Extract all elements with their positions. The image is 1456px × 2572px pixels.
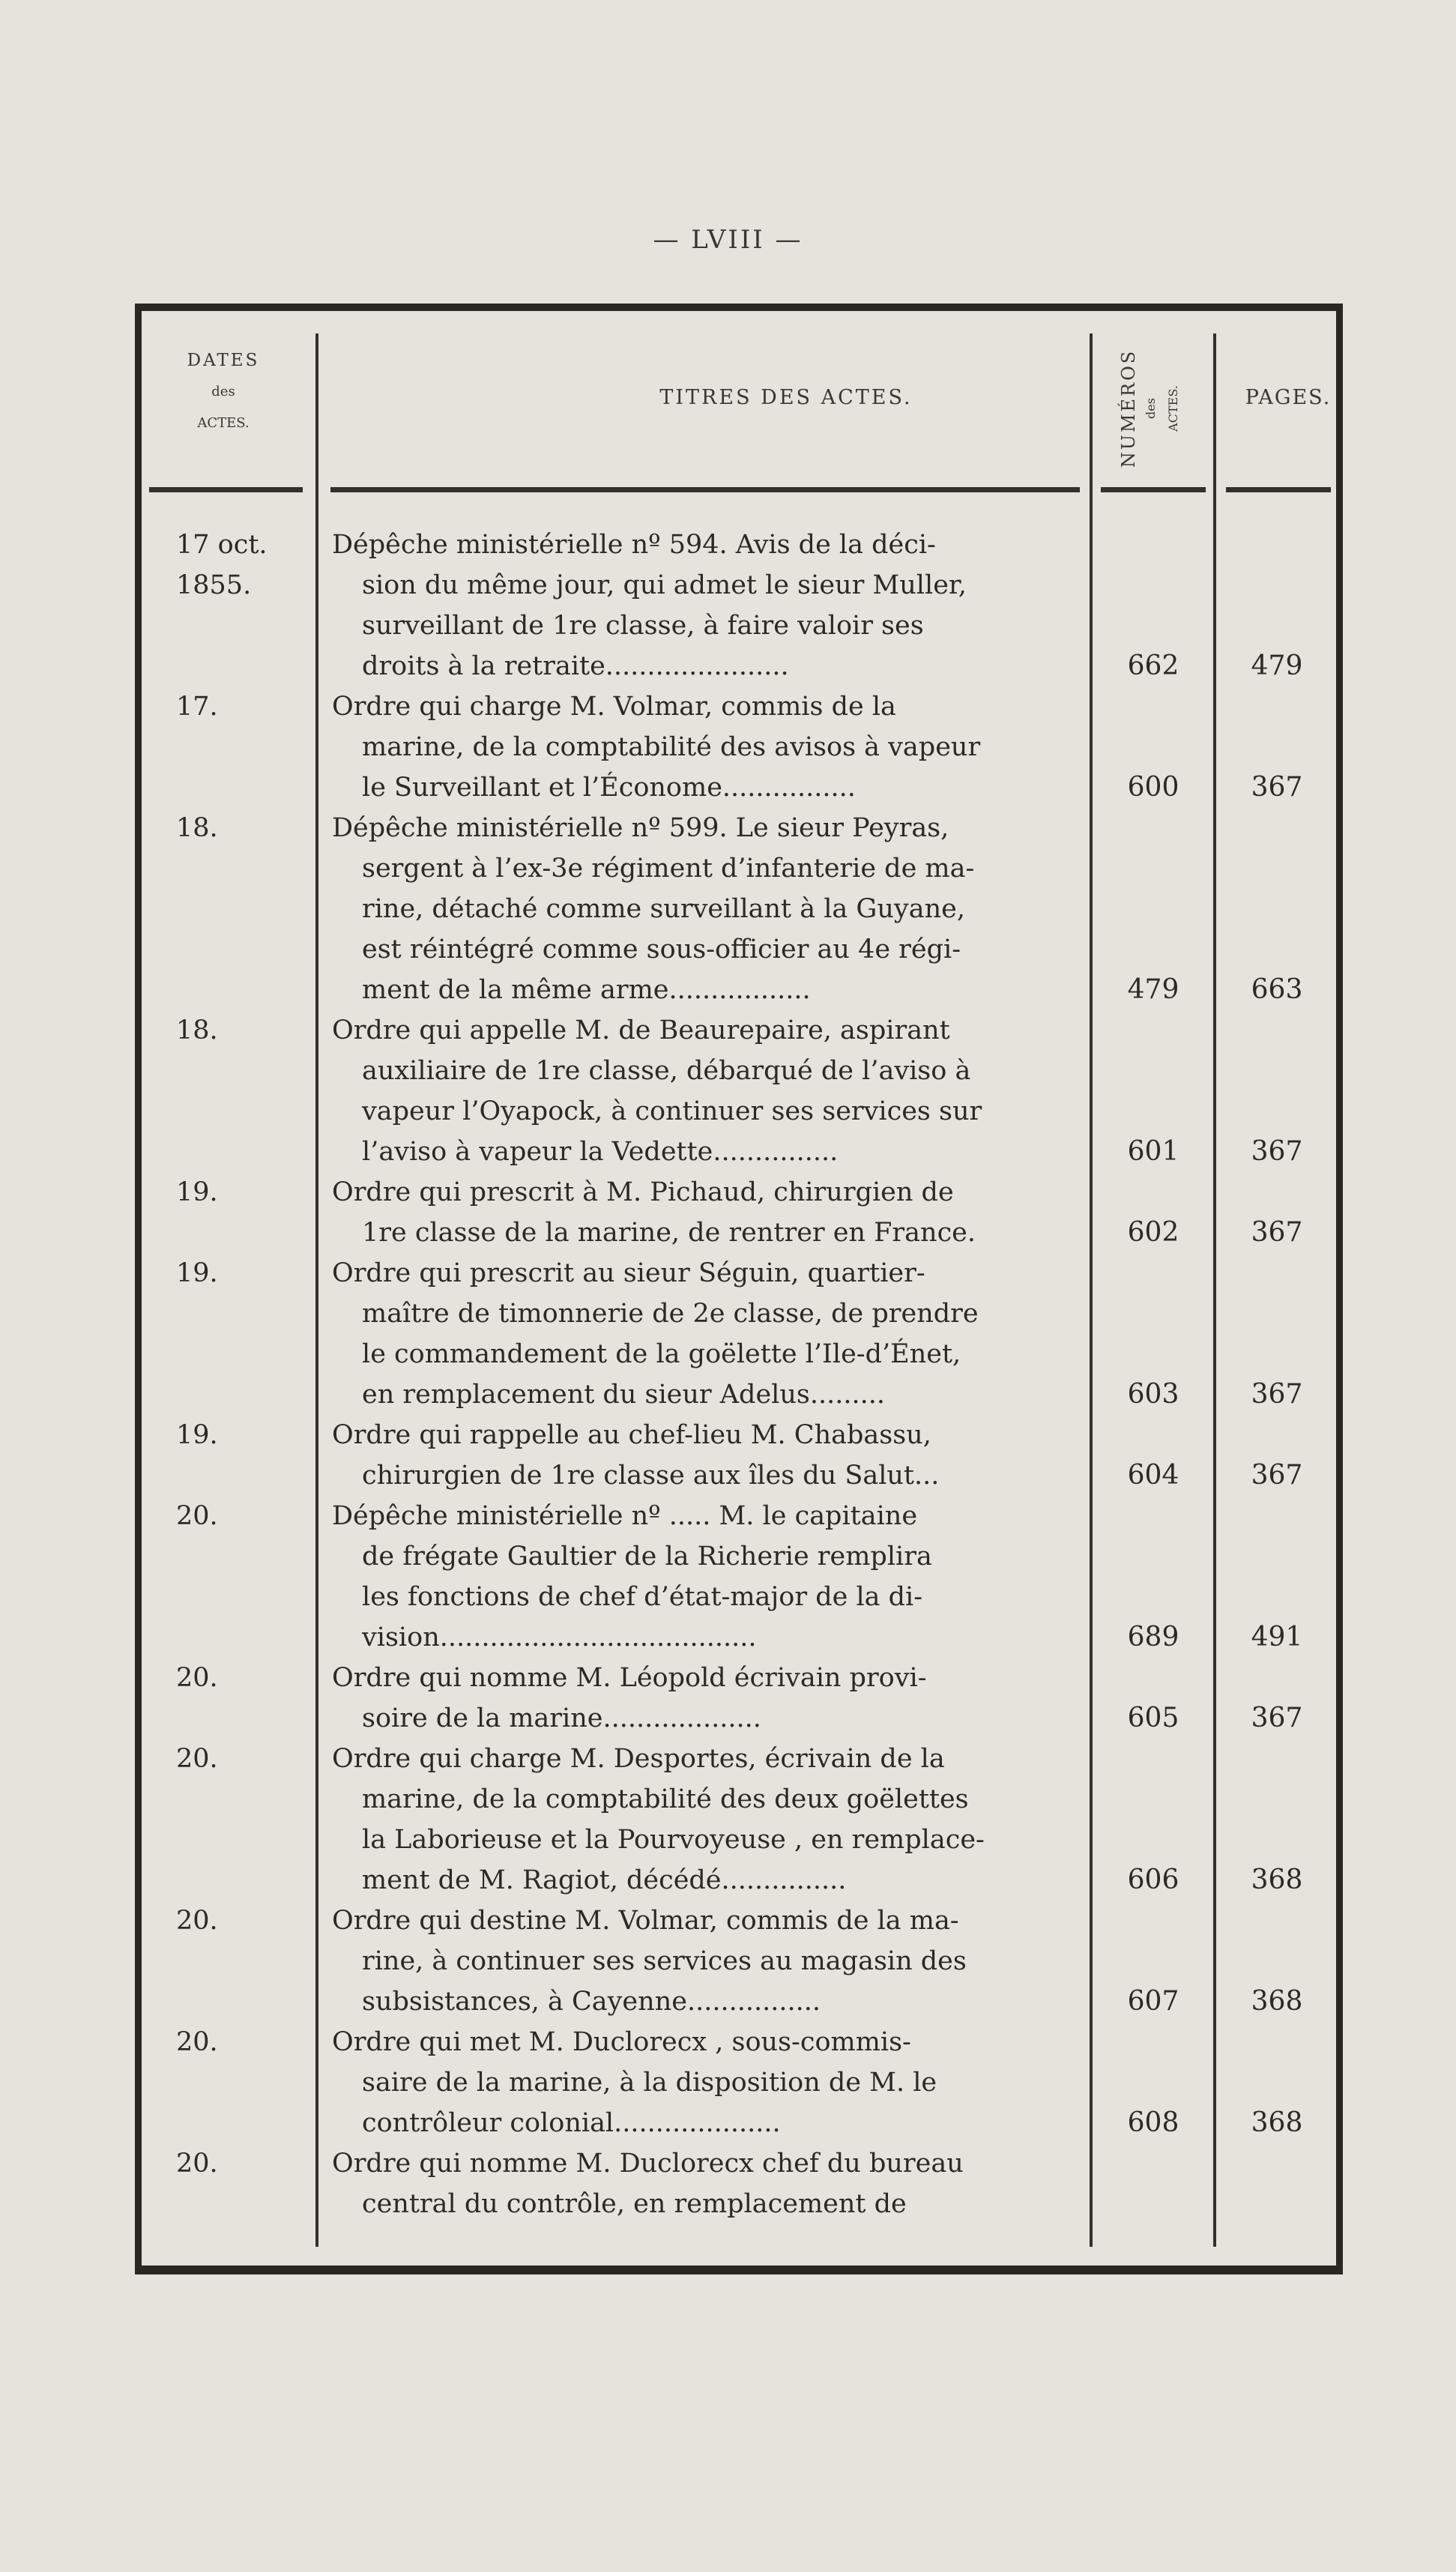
entry-date — [164, 2022, 291, 2062]
entry-date — [164, 1658, 291, 1698]
column-header-numbers-line2: des — [1144, 398, 1158, 419]
entry-page: 479 — [1251, 650, 1303, 681]
entry-number: 600 — [1127, 772, 1179, 803]
entry-number: 662 — [1127, 650, 1179, 681]
entry-title — [332, 1901, 1086, 2022]
entry-page: 367 — [1251, 772, 1303, 803]
entry-title-line: marine, de la comptabilité des avisos à vapeur — [362, 732, 981, 762]
page-header: — LVIII — — [653, 225, 803, 255]
column-header-numbers-line3: ACTES. — [1166, 385, 1180, 432]
table-row — [142, 1496, 1336, 1658]
entry-title-line: rine, détaché comme surveillant à la Guyane, — [362, 894, 965, 924]
table-row — [142, 2022, 1336, 2143]
entry-title-line: Ordre qui met M. Duclorecx , sous-commis- — [332, 2027, 911, 2057]
table-row — [142, 808, 1336, 1010]
entry-title — [332, 525, 1086, 686]
entry-title — [332, 808, 1086, 1010]
entry-title-line: est réintégré comme sous-officier au 4e régi- — [362, 935, 961, 964]
entry-title — [332, 1658, 1086, 1739]
entry-title-line: Ordre qui rappelle au chef-lieu M. Chabassu, — [332, 1420, 931, 1450]
entry-title-line: Ordre qui nomme M. Duclorecx chef du bureau — [332, 2149, 964, 2179]
column-header-dates — [152, 345, 294, 439]
column-header-titles: TITRES DES ACTES. — [659, 386, 913, 409]
column-header-dates-line2: des — [211, 384, 235, 399]
table-row — [142, 2143, 1336, 2224]
entry-number: 689 — [1127, 1622, 1179, 1652]
entry-date — [164, 2143, 291, 2184]
entry-number: 602 — [1127, 1217, 1179, 1248]
header-rule — [330, 487, 1080, 492]
table-row — [142, 1010, 1336, 1172]
entry-date-line: 20. — [176, 2027, 218, 2057]
entry-title-line: maître de timonnerie de 2e classe, de prendre — [362, 1299, 979, 1329]
entry-date-line: 17 oct. — [176, 530, 268, 560]
entry-date-line: 20. — [176, 1744, 218, 1774]
entry-page: 367 — [1251, 1217, 1303, 1248]
entry-date-line: 20. — [176, 1663, 218, 1693]
entry-page: 368 — [1251, 1986, 1303, 2017]
entry-number: 603 — [1127, 1379, 1179, 1410]
entry-title-line: vapeur l’Oyapock, à continuer ses services sur — [362, 1096, 982, 1126]
entry-title — [332, 1172, 1086, 1253]
table-body — [142, 525, 1336, 2224]
entry-page: 367 — [1251, 1379, 1303, 1410]
header-rule — [149, 487, 303, 492]
table-row — [142, 1253, 1336, 1415]
entry-title-line: subsistances, à Cayenne................ — [362, 1987, 821, 2017]
entry-title — [332, 1739, 1086, 1901]
entry-title-line: droits à la retraite...................... — [362, 651, 789, 681]
entry-page: 368 — [1251, 1865, 1303, 1895]
entry-title-line: Ordre qui charge M. Volmar, commis de la — [332, 692, 896, 722]
entry-title-line: contrôleur colonial.................... — [362, 2108, 781, 2138]
acts-table — [135, 304, 1343, 2274]
entry-title-line: soire de la marine................... — [362, 1703, 761, 1733]
entry-title-line: les fonctions de chef d’état-major de la di- — [362, 1582, 923, 1612]
entry-title — [332, 2143, 1086, 2224]
column-header-dates-line3: ACTES. — [197, 415, 250, 431]
entry-title — [332, 2022, 1086, 2143]
table-row — [142, 1415, 1336, 1496]
entry-page: 367 — [1251, 1703, 1303, 1733]
entry-title-line: chirurgien de 1re classe aux îles du Salut... — [362, 1461, 940, 1491]
entry-date — [164, 1415, 291, 1455]
table-row — [142, 686, 1336, 808]
entry-title-line: en remplacement du sieur Adelus......... — [362, 1380, 885, 1410]
entry-title-line: l’aviso à vapeur la Vedette............... — [362, 1137, 839, 1167]
entry-title — [332, 1010, 1086, 1172]
entry-date-line: 17. — [176, 692, 218, 722]
header-rule — [1101, 487, 1206, 492]
entry-title-line: marine, de la comptabilité des deux goëlettes — [362, 1784, 969, 1814]
entry-title-line: rine, à continuer ses services au magasin des — [362, 1946, 967, 1976]
entry-title-line: Dépêche ministérielle nº 599. Le sieur Peyras, — [332, 813, 949, 843]
entry-date — [164, 686, 291, 727]
entry-title-line: ment de la même arme................. — [362, 975, 811, 1005]
entry-title-line: Ordre qui charge M. Desportes, écrivain de la — [332, 1744, 945, 1774]
entry-title-line: Dépêche ministérielle nº 594. Avis de la déci- — [332, 530, 936, 560]
entry-number: 605 — [1127, 1703, 1179, 1733]
entry-title-line: sergent à l’ex-3e régiment d’infanterie de ma- — [362, 854, 975, 884]
entry-title-line: le commandement de la goëlette l’Ile-d’Énet, — [362, 1339, 961, 1369]
entry-title — [332, 1253, 1086, 1415]
entry-date-line: 19. — [176, 1420, 218, 1450]
entry-title-line: saire de la marine, à la disposition de M. le — [362, 2068, 937, 2098]
entry-date — [164, 1901, 291, 1941]
entry-date-line: 18. — [176, 813, 218, 843]
entry-number: 601 — [1127, 1136, 1179, 1167]
entry-date-line: 19. — [176, 1177, 218, 1207]
table-row — [142, 1901, 1336, 2022]
entry-date — [164, 808, 291, 848]
entry-date — [164, 1739, 291, 1779]
entry-page: 491 — [1251, 1622, 1303, 1652]
entry-title-line: Ordre qui prescrit au sieur Séguin, quartier- — [332, 1258, 925, 1288]
entry-title-line: 1re classe de la marine, de rentrer en France. — [362, 1218, 976, 1248]
entry-date — [164, 1496, 291, 1536]
column-header-pages: PAGES. — [1245, 386, 1332, 409]
header-rule — [1226, 487, 1331, 492]
table-row — [142, 1739, 1336, 1901]
entry-title-line: Ordre qui destine M. Volmar, commis de la ma- — [332, 1906, 959, 1936]
entry-title-line: Ordre qui nomme M. Léopold écrivain provi- — [332, 1663, 927, 1693]
table-row — [142, 1658, 1336, 1739]
column-header-numbers-line1: NUMÉROS — [1118, 348, 1139, 468]
entry-title — [332, 686, 1086, 808]
entry-title-line: de frégate Gaultier de la Richerie remplira — [362, 1542, 932, 1572]
entry-date — [164, 1010, 291, 1051]
entry-date-line: 19. — [176, 1258, 218, 1288]
entry-title — [332, 1415, 1086, 1496]
entry-page: 368 — [1251, 2107, 1303, 2138]
entry-date — [164, 1172, 291, 1213]
entry-date-line: 20. — [176, 1906, 218, 1936]
entry-title-line: le Surveillant et l’Économe................ — [362, 773, 856, 803]
entry-number: 479 — [1127, 974, 1179, 1005]
entry-number: 607 — [1127, 1986, 1179, 2017]
entry-date-year: 1855. — [176, 570, 252, 600]
entry-number: 608 — [1127, 2107, 1179, 2138]
column-header-dates-line1: DATES — [187, 351, 260, 370]
entry-title-line: vision...................................... — [362, 1622, 757, 1652]
entry-date — [164, 525, 291, 606]
entry-title-line: Dépêche ministérielle nº ..... M. le capitaine — [332, 1501, 918, 1531]
entry-title-line: surveillant de 1re classe, à faire valoir ses — [362, 611, 924, 641]
entry-date-line: 18. — [176, 1015, 218, 1045]
entry-title-line: la Laborieuse et la Pourvoyeuse , en remplace- — [362, 1825, 985, 1855]
column-header-numbers — [1091, 333, 1211, 483]
table-row — [142, 525, 1336, 686]
entry-date-line: 20. — [176, 1501, 218, 1531]
entry-title — [332, 1496, 1086, 1658]
table-row — [142, 1172, 1336, 1253]
entry-page: 367 — [1251, 1136, 1303, 1167]
entry-number: 604 — [1127, 1460, 1179, 1491]
entry-title-line: sion du même jour, qui admet le sieur Muller, — [362, 570, 967, 600]
entry-title-line: Ordre qui appelle M. de Beaurepaire, aspirant — [332, 1015, 950, 1045]
entry-title-line: central du contrôle, en remplacement de — [362, 2189, 907, 2219]
entry-title-line: ment de M. Ragiot, décédé............... — [362, 1865, 847, 1895]
entry-title-line: Ordre qui prescrit à M. Pichaud, chirurgien de — [332, 1177, 954, 1207]
entry-title-line: auxiliaire de 1re classe, débarqué de l’aviso à — [362, 1056, 971, 1086]
entry-page: 663 — [1251, 974, 1303, 1005]
entry-date-line: 20. — [176, 2149, 218, 2179]
entry-date — [164, 1253, 291, 1293]
entry-number: 606 — [1127, 1865, 1179, 1895]
entry-page: 367 — [1251, 1460, 1303, 1491]
